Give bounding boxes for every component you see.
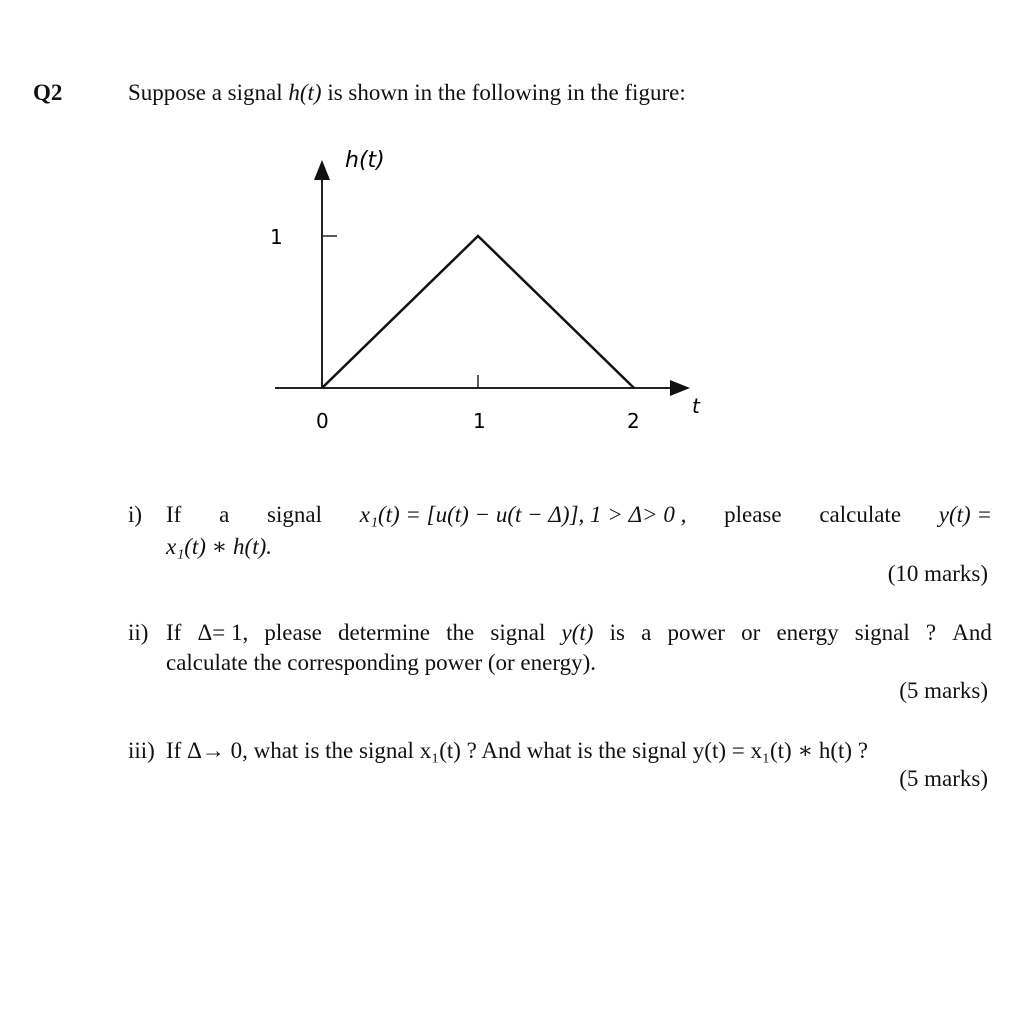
part-i-line1 (166, 500, 992, 530)
part-ii-word: ? (925, 620, 937, 645)
part-iii-marks: (5 marks) (899, 766, 988, 791)
part-iii-line1: If Δ→ 0, what is the signal x₁(t) ? And what is the signal y(t) = x₁(t) ∗ h(t) ? (166, 738, 869, 763)
part-i-math: x₁(t) = [u(t) − u(t − Δ)], 1 > Δ> 0 , (359, 502, 687, 527)
x-tick-label-2: 2 (627, 409, 640, 433)
part-i-word: calculate (819, 502, 902, 527)
part-ii-math: y(t) (561, 620, 594, 645)
question-number: Q2 (33, 80, 63, 105)
part-ii-line2: calculate the corresponding power (or energy). (166, 650, 597, 675)
part-ii-word: signal (490, 620, 546, 645)
part-ii-label: ii) (128, 620, 149, 645)
part-ii-word: a (641, 620, 652, 645)
intro-prefix: Suppose a signal (128, 80, 289, 105)
x-axis-label: t (692, 394, 700, 418)
part-i-label: i) (128, 502, 143, 527)
part-ii-word: energy (776, 620, 839, 645)
intro-symbol: h(t) (288, 80, 322, 105)
part-iii-label: iii) (128, 738, 155, 763)
part-ii-word: or (741, 620, 761, 645)
question-intro (128, 80, 686, 106)
part-i-math: y(t) = (938, 502, 992, 527)
part-ii-word: please (264, 620, 322, 645)
part-ii-line1 (166, 618, 992, 648)
part-i-word: signal (267, 502, 322, 527)
part-ii-word: the (446, 620, 475, 645)
part-ii-word: Δ= 1, (197, 620, 249, 645)
part-i-line2: x₁(t) ∗ h(t). (166, 534, 273, 559)
y-axis-label: h(t) (345, 148, 385, 173)
signal-h-line (322, 236, 634, 388)
intro-suffix: is shown in the following in the figure: (321, 80, 686, 105)
part-ii-word: power (667, 620, 725, 645)
part-ii-word: If (166, 620, 182, 645)
part-i-word: If (166, 502, 182, 527)
x-axis-arrow (670, 380, 690, 396)
part-ii-word: is (609, 620, 625, 645)
part-i-word: a (219, 502, 230, 527)
y-axis-arrow (314, 160, 330, 180)
part-ii-word: determine (338, 620, 430, 645)
part-i-marks: (10 marks) (887, 561, 988, 586)
part-ii-marks: (5 marks) (899, 678, 988, 703)
h-of-t-figure (230, 135, 710, 440)
part-ii-word: And (952, 620, 992, 645)
y-tick-label-1: 1 (270, 225, 283, 249)
x-tick-label-0: 0 (316, 409, 329, 433)
part-i-word: please (724, 502, 782, 527)
x-tick-label-1: 1 (473, 409, 486, 433)
part-ii-word: signal (854, 620, 910, 645)
